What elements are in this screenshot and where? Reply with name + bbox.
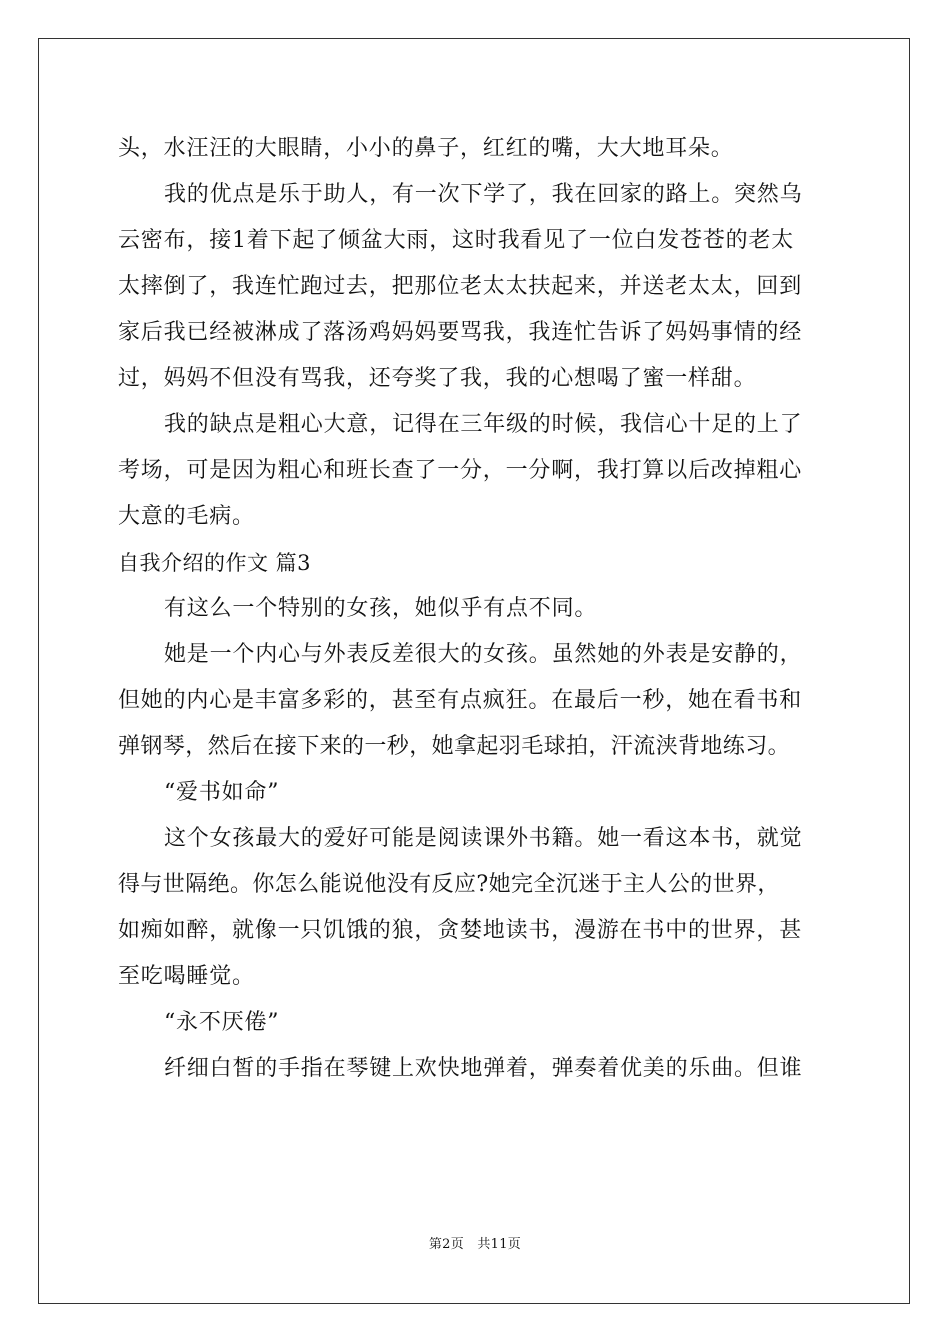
paragraph-line: 但她的内心是丰富多彩的，甚至有点疯狂。在最后一秒，她在看书和 xyxy=(118,688,803,713)
paragraph-line: 我的优点是乐于助人，有一次下学了，我在回家的路上。突然乌 xyxy=(164,182,803,207)
paragraph-line: 纤细白皙的手指在琴键上欢快地弹着，弹奏着优美的乐曲。但谁 xyxy=(164,1056,803,1081)
paragraph-line: 家后我已经被淋成了落汤鸡妈妈要骂我，我连忙告诉了妈妈事情的经 xyxy=(118,320,803,345)
paragraph-line: 大意的毛病。 xyxy=(118,504,255,529)
paragraph-line: 云密布，接1着下起了倾盆大雨，这时我看见了一位白发苍苍的老太 xyxy=(118,228,794,253)
paragraph-line: 弹钢琴，然后在接下来的一秒，她拿起羽毛球拍，汗流浃背地练习。 xyxy=(118,734,791,759)
paragraph-line: 如痴如醉，就像一只饥饿的狼，贪婪地读书，漫游在书中的世界，甚 xyxy=(118,918,803,943)
paragraph-line: 头，水汪汪的大眼睛，小小的鼻子，红红的嘴，大大地耳朵。 xyxy=(118,136,734,161)
paragraph-line: 过，妈妈不但没有骂我，还夸奖了我，我的心想喝了蜜一样甜。 xyxy=(118,366,757,391)
paragraph-line: 考场，可是因为粗心和班长查了一分，一分啊，我打算以后改掉粗心 xyxy=(118,458,803,483)
paragraph-line: 至吃喝睡觉。 xyxy=(118,964,255,989)
section-heading: 自我介绍的作文 篇3 xyxy=(118,551,312,575)
document-body xyxy=(118,126,832,1092)
paragraph-line: 有这么一个特别的女孩，她似乎有点不同。 xyxy=(164,596,598,621)
page-total: 共11页 xyxy=(477,1237,522,1252)
subheading-quote: “永不厌倦” xyxy=(164,1010,280,1035)
page-footer xyxy=(0,1236,950,1254)
paragraph-line: 得与世隔绝。你怎么能说他没有反应?她完全沉迷于主人公的世界， xyxy=(118,872,780,897)
paragraph-line: 太摔倒了，我连忙跑过去，把那位老太太扶起来，并送老太太，回到 xyxy=(118,274,803,299)
paragraph-line: 她是一个内心与外表反差很大的女孩。虽然她的外表是安静的， xyxy=(164,642,803,667)
page-number: 第2页 xyxy=(428,1237,465,1252)
paragraph-line: 我的缺点是粗心大意，记得在三年级的时候，我信心十足的上了 xyxy=(164,412,803,437)
subheading-quote: “爱书如命” xyxy=(164,780,280,805)
paragraph-line: 这个女孩最大的爱好可能是阅读课外书籍。她一看这本书，就觉 xyxy=(164,826,803,851)
